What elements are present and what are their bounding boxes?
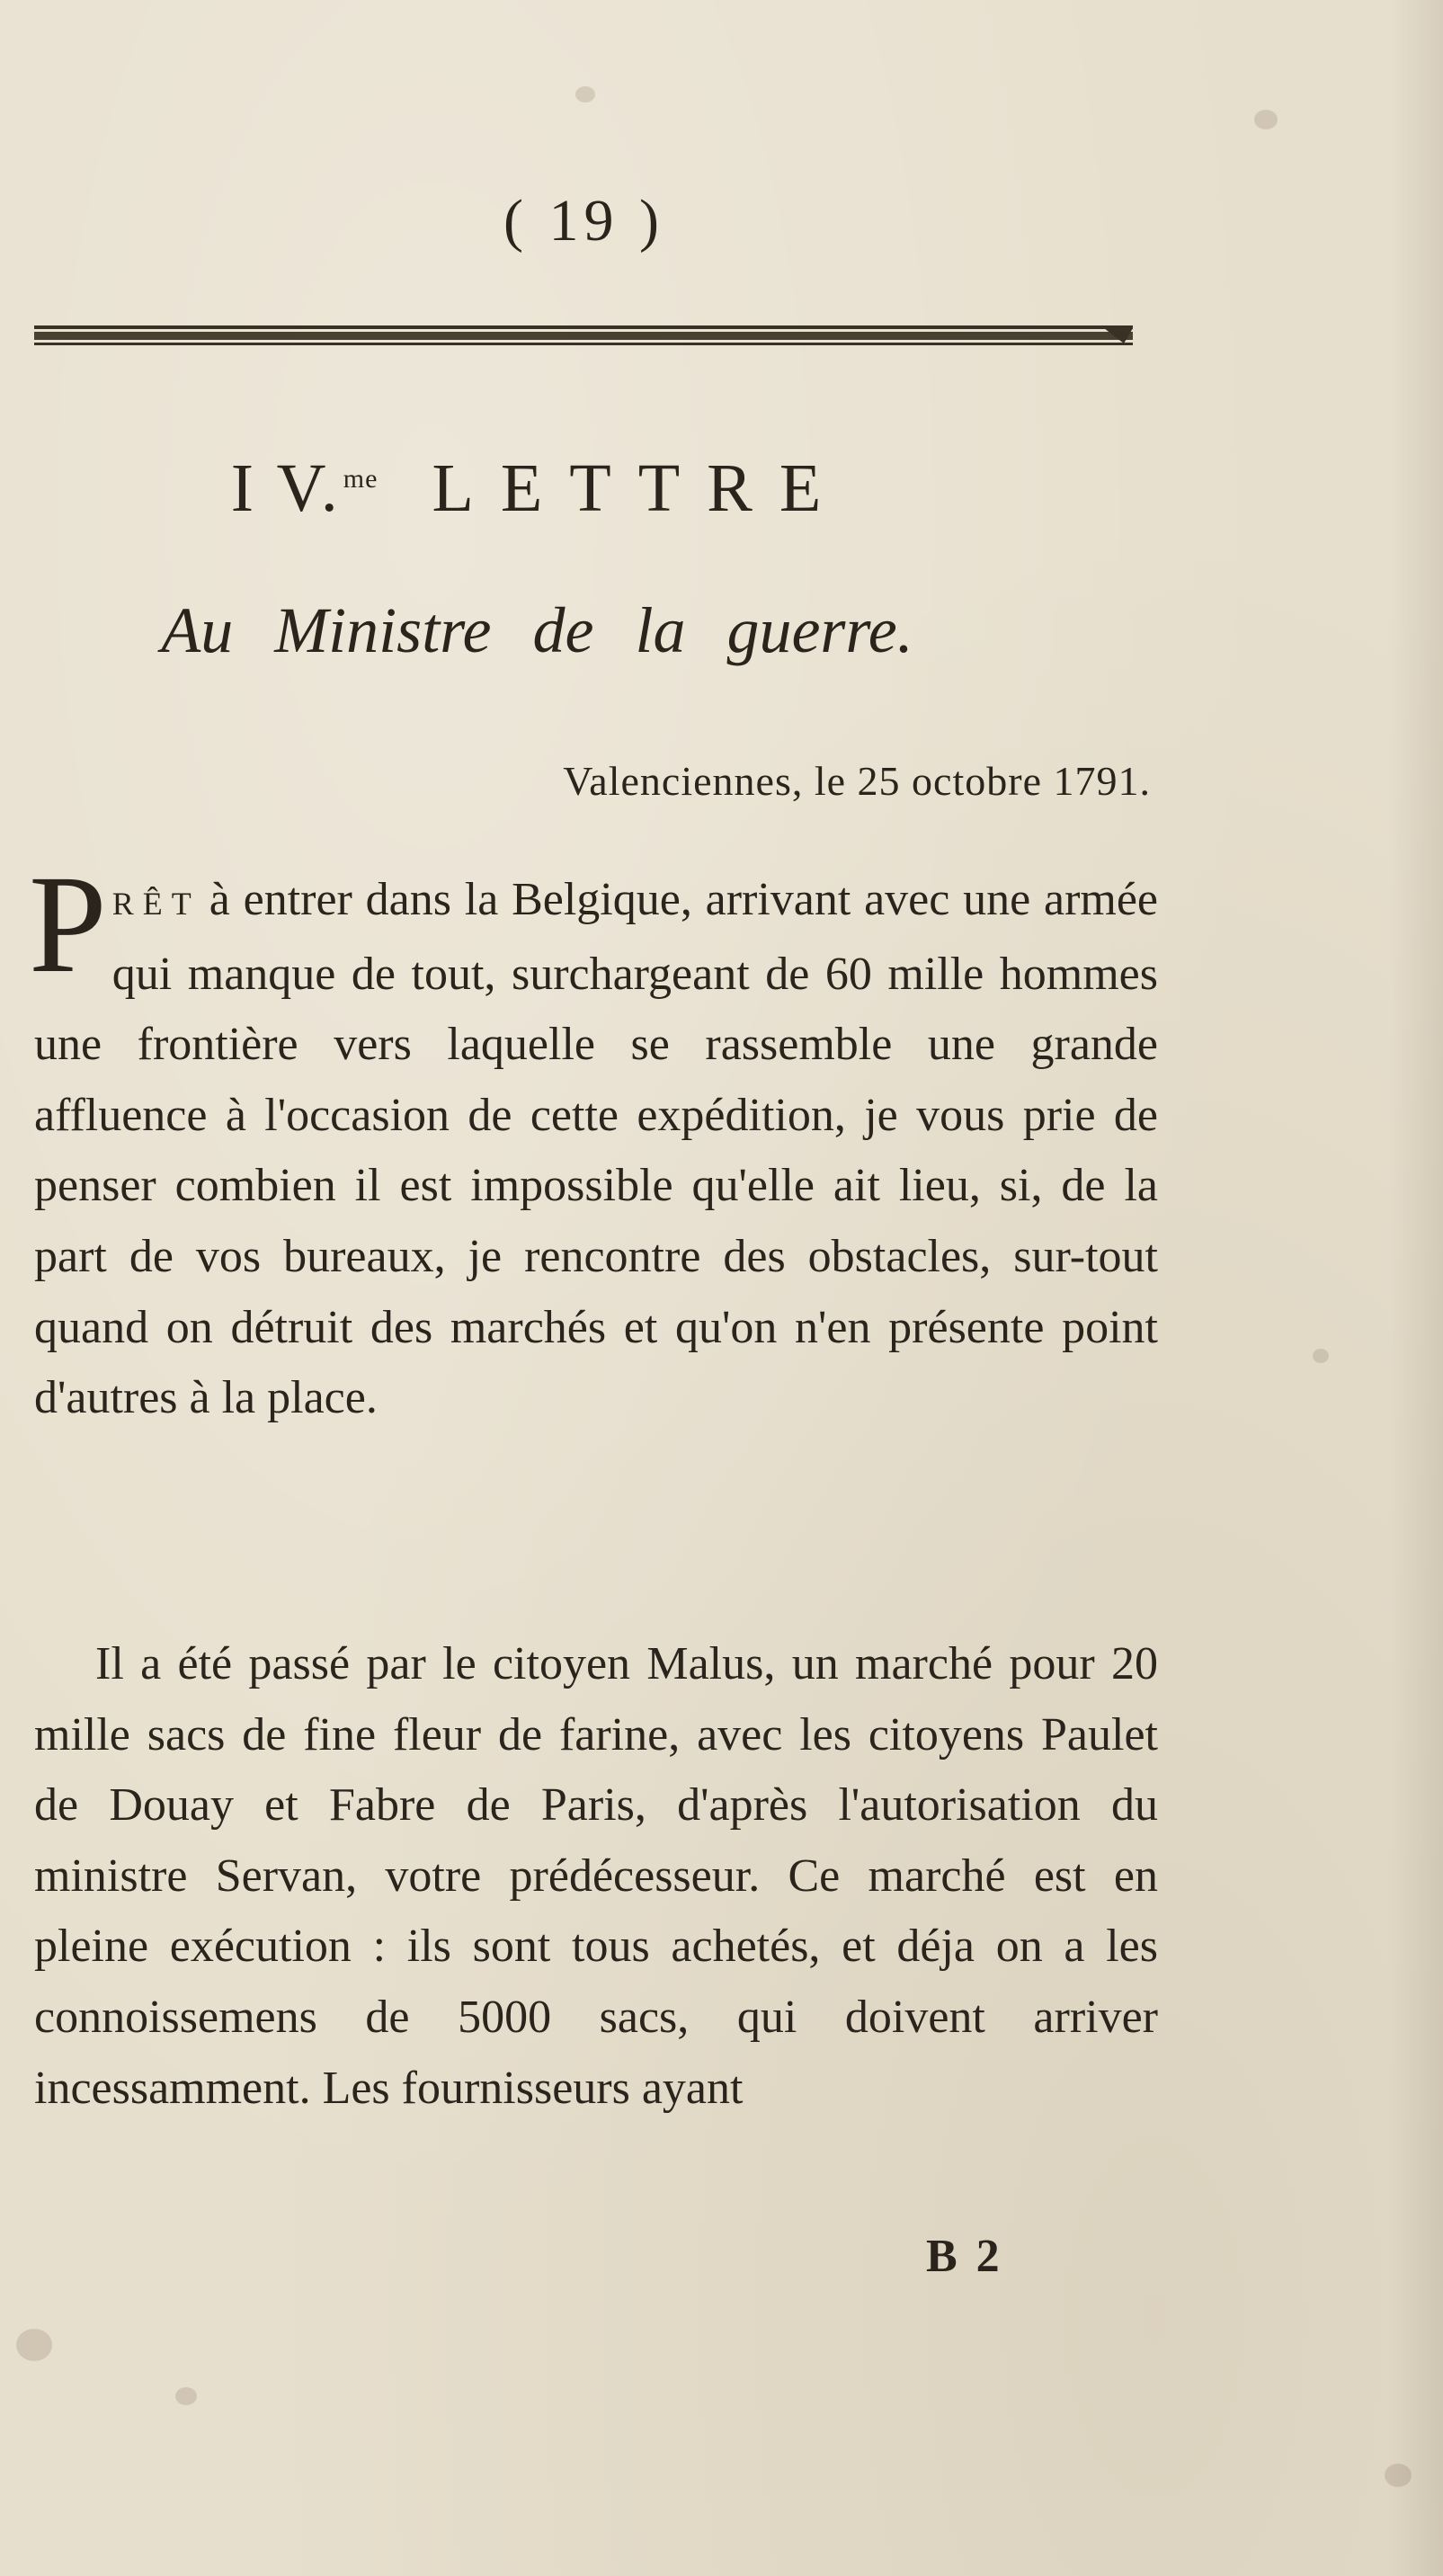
paragraph-1 xyxy=(29,846,1158,1434)
foxing-spot xyxy=(575,86,595,103)
foxing-spot xyxy=(1385,2464,1412,2487)
drop-cap: P xyxy=(29,846,107,1002)
heading-superscript: me xyxy=(343,464,379,494)
foxing-spot xyxy=(1313,1349,1329,1363)
dateline: Valenciennes, le 25 octobre 1791. xyxy=(563,758,1151,804)
heading-numeral-text: I V. xyxy=(230,450,342,526)
foxing-spot xyxy=(1254,110,1278,129)
letter-heading xyxy=(0,450,1079,528)
paragraph-2: Il a été passé par le citoyen Malus, un marché pour 20 mille sacs de fine fleur de farine, avec les citoyens Paulet de Douay et Fabre de Paris, d'après l'autorisation du ministre Servan, votre prédécesseur. Ce marché est en pleine exécution : ils sont tous achetés, et déja on a les connoissemens de 5000 sacs, qui doivent arriver incessamment. Les fournisseurs ayant xyxy=(34,1638,1158,2114)
signature-mark: B 2 xyxy=(926,2231,1003,2282)
paragraph-1-text: à entrer dans la Belgique, arrivant avec une armée qui manque de tout, surchargeant de 60 mille hommes une frontière vers laquelle se rassemble une grande affluence à l'occasion de cette expédition, je vous prie de penser combien il est impossible qu'elle ait lieu, si, de la part de vos bureaux, je rencontre des obstacles, sur-tout quand on détruit des marchés et qu'on n'en présente point d'autres à la place. xyxy=(34,874,1158,1424)
addressee-line: Au Ministre de la guerre. xyxy=(161,594,913,666)
ornamental-rule xyxy=(34,325,1133,347)
foxing-spot xyxy=(175,2387,197,2405)
opening-small-caps: RÊT xyxy=(111,886,200,922)
heading-numeral xyxy=(231,450,379,526)
page-number: ( 19 ) xyxy=(503,188,664,254)
page-edge-shadow xyxy=(1389,0,1443,2576)
heading-word: LETTRE xyxy=(432,450,849,526)
foxing-spot xyxy=(16,2329,52,2361)
